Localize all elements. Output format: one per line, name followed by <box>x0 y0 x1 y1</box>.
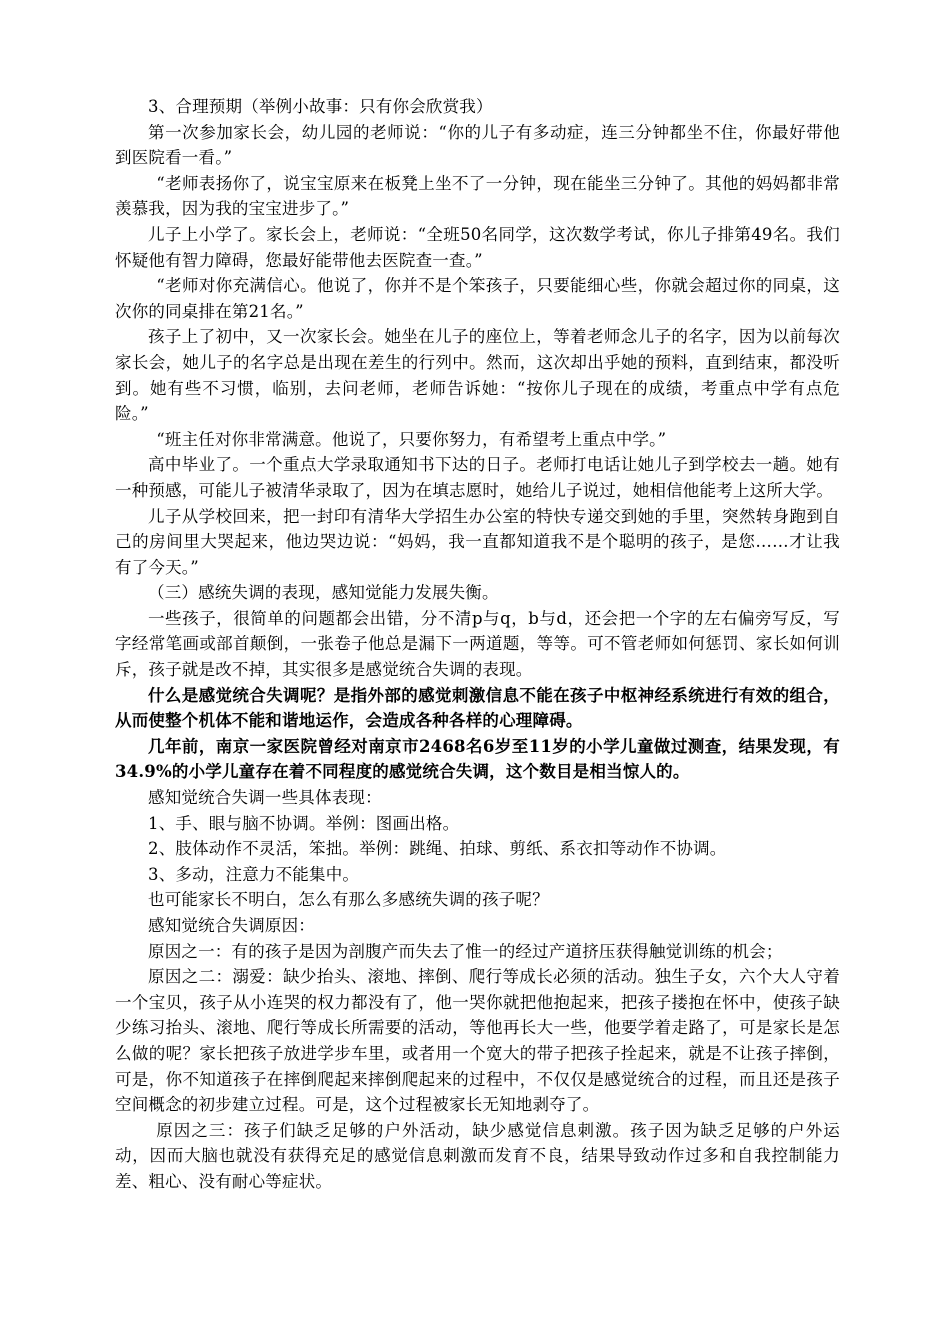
paragraph-4: 儿子上小学了。家长会上，老师说：“全班50名同学，这次数学考试，你儿子排第49名。我们怀疑他有智力障碍，您最好能带他去医院查一查。” <box>115 224 840 270</box>
document-body <box>115 94 840 1195</box>
paragraph-19: 感知觉统合失调原因： <box>148 916 315 935</box>
paragraph-2: 第一次参加家长会，幼儿园的老师说：“你的儿子有多动症，连三分钟都坐不住，你最好带他到医院看一看。” <box>115 122 840 168</box>
paragraph-7: “班主任对你非常满意。他说了，只要你努力，有希望考上重点中学。” <box>156 429 667 449</box>
paragraph-8: 高中毕业了。一个重点大学录取通知书下达的日子。老师打电话让她儿子到学校去一趟。她有一种预感，可能儿子被清华录取了，因为在填志愿时，她给儿子说过，她相信他能考上这所大学。 <box>115 455 840 500</box>
paragraph-12: 什么是感觉统合失调呢？是指外部的感觉刺激信息不能在孩子中枢神经系统进行有效的组合，从而使整个机体不能和谐地运作，会造成各种各样的心理障碍。 <box>115 685 840 731</box>
paragraph-14: 感知觉统合失调一些具体表现： <box>148 788 382 808</box>
paragraph-11: 一些孩子，很简单的问题都会出错，分不清p与q，b与d，还会把一个字的左右偏旁写反，写字经常笔画或部首颠倒，一张卷子他总是漏下一两道题，等等。可不管老师如何惩罚、家长如何训斥，孩子就是改不掉，其实很多是感觉统合失调的表现。 <box>115 608 840 680</box>
paragraph-16: 2、肢体动作不灵活，笨拙。举例：跳绳、拍球、剪纸、系衣扣等动作不协调。 <box>148 839 727 859</box>
paragraph-9: 儿子从学校回来，把一封印有清华大学招生办公室的特快专递交到她的手里，突然转身跑到自己的房间里大哭起来，他边哭边说：“妈妈，我一直都知道我不是个聪明的孩子，是您……才让我有了今天。” <box>115 506 840 577</box>
paragraph-13: 几年前，南京一家医院曾经对南京市2468名6岁至11岁的小学儿童做过测查，结果发现，有34.9%的小学儿童存在着不同程度的感觉统合失调，这个数目是相当惊人的。 <box>115 736 840 782</box>
paragraph-18: 也可能家长不明白，怎么有那么多感统失调的孩子呢？ <box>148 890 549 910</box>
paragraph-6: 孩子上了初中，又一次家长会。她坐在儿子的座位上，等着老师念儿子的名字，因为以前每次家长会，她儿子的名字总是出现在差生的行列中。然而，这次却出乎她的预料，直到结束，都没听到。她有些不习惯，临别，去问老师，老师告诉她：“按你儿子现在的成绩，考重点中学有点危险。” <box>115 327 840 424</box>
paragraph-1: 3、合理预期（举例小故事：只有你会欣赏我） <box>148 97 493 116</box>
paragraph-10: （三）感统失调的表现，感知觉能力发展失衡。 <box>148 583 499 603</box>
paragraph-17: 3、多动，注意力不能集中。 <box>148 864 360 884</box>
paragraph-22: 原因之三：孩子们缺乏足够的户外活动，缺少感觉信息刺激。孩子因为缺乏足够的户外运动，因而大脑也就没有获得充足的感觉信息刺激而发育不良，结果导致动作过多和自我控制能力差、粗心、没有耐心等症状。 <box>115 1120 840 1191</box>
paragraph-15: 1、手、眼与脑不协调。举例：图画出格。 <box>148 813 460 833</box>
paragraph-5: “老师对你充满信心。他说了，你并不是个笨孩子，只要能细心些，你就会超过你的同桌，这次你的同桌排在第21名。” <box>115 276 840 321</box>
paragraph-3: “老师表扬你了，说宝宝原来在板凳上坐不了一分钟，现在能坐三分钟了。其他的妈妈都非常羡慕我，因为我的宝宝进步了。” <box>115 173 840 219</box>
paragraph-21: 原因之二：溺爱：缺少抬头、滚地、摔倒、爬行等成长必须的活动。独生子女，六个大人守着一个宝贝，孩子从小连哭的权力都没有了，他一哭你就把他抱起来，把孩子搂抱在怀中，使孩子缺少练习抬头、滚地、爬行等成长所需要的活动，等他再长大一些，他要学着走路了，可是家长是怎么做的呢？家长把孩子放进学步车里，或者用一个宽大的带子把孩子拴起来，就是不让孩子摔倒，可是，你不知道孩子在摔倒爬起来摔倒爬起来的过程中，不仅仅是感觉统合的过程，而且还是孩子空间概念的初步建立过程。可是，这个过程被家长无知地剥夺了。 <box>115 967 840 1115</box>
paragraph-20: 原因之一：有的孩子是因为剖腹产而失去了惟一的经过产道挤压获得触觉训练的机会； <box>148 941 783 961</box>
